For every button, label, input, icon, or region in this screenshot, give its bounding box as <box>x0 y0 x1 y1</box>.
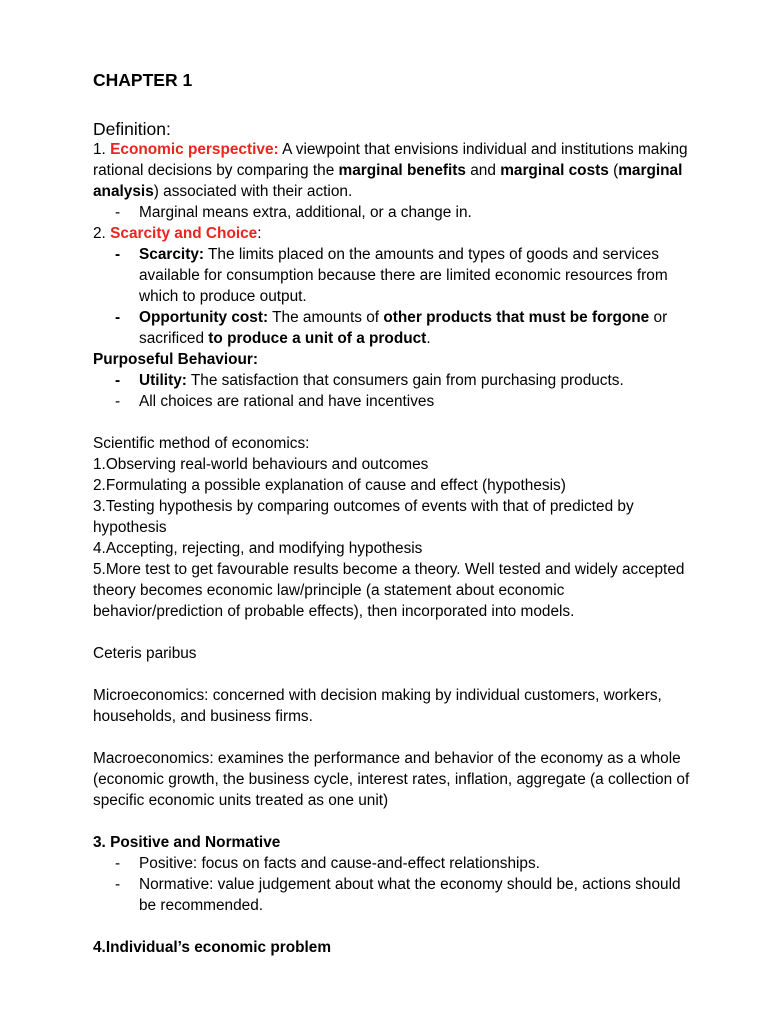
spacer <box>93 811 693 832</box>
opportunity-cost-text: The amounts of <box>268 309 384 326</box>
purposeful-list <box>93 370 693 412</box>
dash-bullet: - <box>115 855 121 872</box>
definition-heading: Definition: <box>93 119 171 139</box>
dash-bullet: - <box>115 876 121 893</box>
positive-text: Positive: focus on facts and cause-and-effect relationships. <box>139 855 540 872</box>
list-item <box>93 853 693 874</box>
marginal-analysis-term: marginal analysis <box>93 162 683 200</box>
utility-text: The satisfaction that consumers gain from purchasing products. <box>186 372 624 389</box>
dash-bullet: - <box>115 246 121 263</box>
scarcity-list <box>93 244 693 349</box>
marginal-costs-term: marginal costs <box>500 162 609 179</box>
document-body <box>93 139 693 958</box>
dash-bullet: - <box>115 204 121 221</box>
positive-normative-label: 3. Positive and Normative <box>93 834 281 851</box>
scientific-step: 5.More test to get favourable results become a theory. Well tested and widely accepted theory becomes economic law/principle (a statement about economic behavior/prediction of probable effects), then incorporated into models. <box>93 561 685 620</box>
marginal-note: Marginal means extra, additional, or a change in. <box>139 204 472 221</box>
list-item <box>93 874 693 916</box>
list-item <box>93 370 693 391</box>
list-item <box>93 307 693 349</box>
scientific-method-heading: Scientific method of economics: <box>93 435 310 452</box>
item-number: 2. <box>93 225 111 242</box>
scientific-step: 4.Accepting, rejecting, and modifying hypothesis <box>93 540 423 557</box>
item-number: 1. <box>93 141 111 158</box>
spacer <box>93 664 693 685</box>
dash-bullet: - <box>115 393 121 410</box>
list-item <box>93 202 693 223</box>
marginal-list <box>93 202 693 223</box>
ceteris-paribus: Ceteris paribus <box>93 645 197 662</box>
positive-normative-heading <box>93 832 693 853</box>
opportunity-cost-text-3: . <box>426 330 431 347</box>
spacer <box>93 916 693 937</box>
opportunity-cost-label: Opportunity cost: <box>139 309 269 326</box>
colon: : <box>257 225 262 242</box>
economic-perspective-paragraph <box>93 139 693 202</box>
scarcity-choice-term: Scarcity and Choice <box>110 225 258 242</box>
list-item <box>93 244 693 307</box>
opportunity-cost-text-2: or sacrificed <box>139 309 668 347</box>
list-item <box>93 391 693 412</box>
individual-problem-label: 4.Individual’s economic problem <box>93 939 332 956</box>
utility-label: Utility: <box>139 372 187 389</box>
normative-text: Normative: value judgement about what the economy should be, actions should be recommended. <box>139 876 681 914</box>
spacer <box>93 412 693 433</box>
and-text: and <box>465 162 501 179</box>
economic-perspective-text: A viewpoint that envisions individual and institutions making rational decisions by comparing the <box>93 141 688 179</box>
marginal-benefits-term: marginal benefits <box>338 162 466 179</box>
scientific-step: 1.Observing real-world behaviours and outcomes <box>93 456 429 473</box>
individual-problem-heading <box>93 937 693 958</box>
purposeful-behaviour-heading <box>93 349 693 370</box>
scarcity-label: Scarcity: <box>139 246 205 263</box>
scientific-step: 3.Testing hypothesis by comparing outcomes of events with that of predicted by hypothesis <box>93 498 634 536</box>
chapter-title: CHAPTER 1 <box>93 70 193 90</box>
economic-perspective-term: Economic perspective: <box>110 141 279 158</box>
dash-bullet: - <box>115 372 121 389</box>
purposeful-behaviour-label: Purposeful Behaviour: <box>93 351 259 368</box>
paren-text: ( <box>608 162 619 179</box>
scarcity-text: The limits placed on the amounts and types of goods and services available for consumption because there are limited economic resources from which to produce output. <box>139 246 668 305</box>
economic-perspective-text-end: ) associated with their action. <box>153 183 353 200</box>
microeconomics-paragraph: Microeconomics: concerned with decision making by individual customers, workers, households, and business firms. <box>93 687 662 725</box>
spacer <box>93 622 693 643</box>
positive-normative-list <box>93 853 693 916</box>
macroeconomics-paragraph: Macroeconomics: examines the performance and behavior of the economy as a whole (economic growth, the business cycle, interest rates, inflation, aggregate (a collection of specific economic units treated as one unit) <box>93 750 690 809</box>
spacer <box>93 727 693 748</box>
opportunity-cost-bold-2: to produce a unit of a product <box>208 330 427 347</box>
scarcity-paragraph <box>93 223 693 244</box>
opportunity-cost-bold: other products that must be forgone <box>383 309 650 326</box>
dash-bullet: - <box>115 309 121 326</box>
scientific-step: 2.Formulating a possible explanation of cause and effect (hypothesis) <box>93 477 566 494</box>
rational-text: All choices are rational and have incentives <box>139 393 435 410</box>
